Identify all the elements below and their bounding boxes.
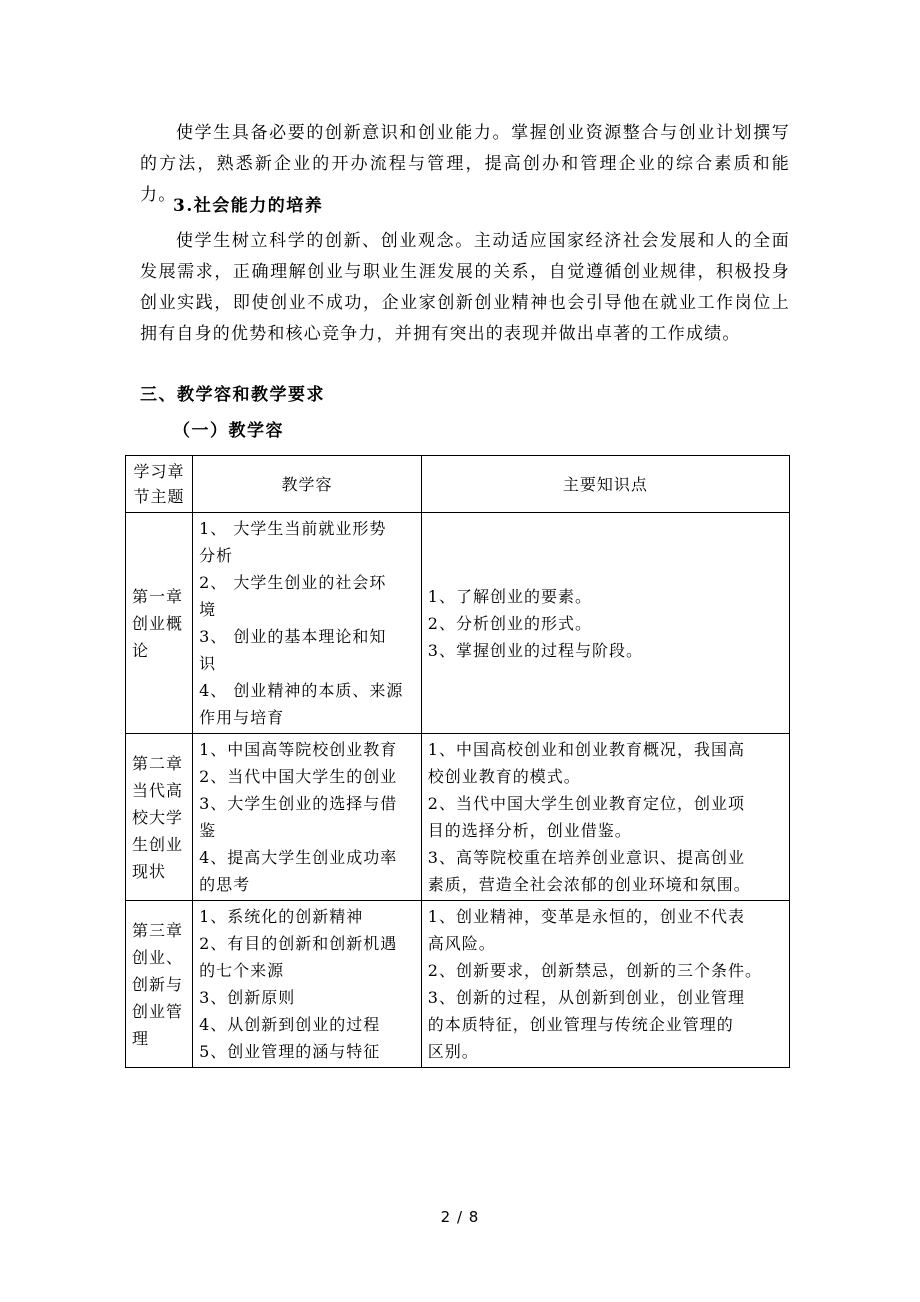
cell-content-line: 的思考 bbox=[199, 875, 251, 894]
table-row bbox=[126, 513, 790, 734]
cell-knowledge-line: 2、创新要求，创新禁忌，创新的三个条件。 bbox=[427, 961, 762, 980]
cell-knowledge-line: 3、掌握创业的过程与阶段。 bbox=[427, 640, 643, 660]
cell-content-line: 5、创业管理的涵与特征 bbox=[199, 1042, 381, 1061]
cell-content-line: 境 bbox=[199, 600, 217, 619]
cell-knowledge-line: 2、分析创业的形式。 bbox=[427, 613, 592, 633]
cell-chapter-line: 第一章 bbox=[132, 586, 184, 606]
page-number: 2 / 8 bbox=[440, 1208, 480, 1226]
header-knowledge: 主要知识点 bbox=[421, 456, 789, 513]
cell-content-line: 3、创新原则 bbox=[199, 988, 296, 1007]
cell-content bbox=[193, 513, 422, 734]
cell-content-line: 3、 创业的基本理论和知 bbox=[199, 627, 387, 646]
cell-knowledge-line: 3、创新的过程，从创新到创业，创业管理 bbox=[427, 988, 745, 1007]
cell-content-line: 作用与培育 bbox=[199, 708, 285, 727]
cell-knowledge-line: 1、了解创业的要素。 bbox=[427, 586, 592, 606]
cell-knowledge-line: 3、高等院校重在培养创业意识、提高创业 bbox=[427, 848, 745, 867]
header-chapter-line: 学习章 bbox=[133, 462, 185, 481]
cell-knowledge-line: 素质，营造全社会浓郁的创业环境和氛围。 bbox=[427, 875, 751, 894]
paragraph-abilities: 使学生具备必要的创新意识和创业能力。掌握创业资源整合与创业计划撰写的方法，熟悉新企业的开办流程与管理，提高创办和管理企业的综合素质和能力。 bbox=[140, 123, 790, 205]
heading-section-three: 三、教学容和教学要求 bbox=[140, 385, 325, 405]
cell-knowledge bbox=[421, 513, 789, 734]
cell-content-line: 3、大学生创业的选择与借 bbox=[199, 794, 398, 813]
cell-chapter-line: 校大学 bbox=[132, 807, 184, 827]
cell-content bbox=[193, 901, 422, 1068]
teaching-content-table bbox=[125, 455, 790, 1068]
table-row bbox=[126, 734, 790, 901]
heading-teaching-content: （一）教学容 bbox=[173, 421, 284, 441]
header-chapter bbox=[126, 456, 193, 513]
cell-content-line: 4、提高大学生创业成功率 bbox=[199, 848, 398, 867]
cell-knowledge-line: 1、创业精神，变革是永恒的，创业不代表 bbox=[427, 907, 745, 926]
cell-knowledge-line: 高风险。 bbox=[427, 934, 496, 953]
cell-chapter-line: 第二章 bbox=[132, 753, 184, 773]
cell-content bbox=[193, 734, 422, 901]
cell-content-line: 4、 创业精神的本质、来源 bbox=[199, 681, 404, 700]
cell-content-line: 1、中国高等院校创业教育 bbox=[199, 740, 398, 759]
cell-chapter bbox=[126, 513, 193, 734]
cell-chapter bbox=[126, 901, 193, 1068]
cell-knowledge-line: 区别。 bbox=[427, 1042, 479, 1061]
cell-knowledge-line: 2、当代中国大学生创业教育定位，创业项 bbox=[427, 794, 745, 813]
cell-content-line: 的七个来源 bbox=[199, 961, 285, 980]
cell-content-line: 4、从创新到创业的过程 bbox=[199, 1015, 381, 1034]
cell-content-line: 1、 大学生当前就业形势 bbox=[199, 519, 387, 538]
cell-content-line: 1、系统化的创新精神 bbox=[199, 907, 364, 926]
header-chapter-line: 节主题 bbox=[133, 487, 185, 506]
cell-chapter-line: 论 bbox=[132, 640, 150, 660]
cell-chapter-line: 理 bbox=[132, 1028, 150, 1048]
cell-content-line: 识 bbox=[199, 654, 217, 673]
cell-knowledge-line: 的本质特征，创业管理与传统企业管理的 bbox=[427, 1015, 734, 1034]
table-header-row bbox=[126, 456, 790, 513]
cell-chapter-line: 创业、 bbox=[132, 947, 184, 967]
header-content: 教学容 bbox=[193, 456, 422, 513]
cell-content-line: 2、有目的创新和创新机遇 bbox=[199, 934, 398, 953]
cell-knowledge-line: 目的选择分析，创业借鉴。 bbox=[427, 821, 632, 840]
cell-content-line: 鉴 bbox=[199, 821, 217, 840]
cell-chapter-line: 当代高 bbox=[132, 780, 184, 800]
heading-social-ability: 3.社会能力的培养 bbox=[173, 196, 324, 216]
table-row bbox=[126, 901, 790, 1068]
table-body bbox=[126, 513, 790, 1068]
cell-knowledge-line: 1、中国高校创业和创业教育概况，我国高 bbox=[427, 740, 745, 759]
cell-content-line: 2、当代中国大学生的创业 bbox=[199, 767, 398, 786]
cell-content-line: 2、 大学生创业的社会环 bbox=[199, 573, 387, 592]
cell-chapter-line: 创业概 bbox=[132, 613, 184, 633]
cell-chapter-line: 创业管 bbox=[132, 1001, 184, 1021]
paragraph-social-ability: 使学生树立科学的创新、创业观念。主动适应国家经济社会发展和人的全面发展需求，正确理解创业与职业生涯发展的关系，自觉遵循创业规律，积极投身创业实践，即使创业不成功，企业家创新创业精神也会引导他在就业工作岗位上拥有自身的优势和核心竞争力，并拥有突出的表现并做出卓著的工作成绩。 bbox=[140, 231, 790, 344]
cell-knowledge bbox=[421, 734, 789, 901]
cell-chapter-line: 生创业 bbox=[132, 834, 184, 854]
cell-content-line: 分析 bbox=[199, 546, 234, 565]
cell-chapter-line: 创新与 bbox=[132, 974, 184, 994]
cell-chapter-line: 现状 bbox=[132, 861, 167, 881]
cell-chapter-line: 第三章 bbox=[132, 920, 184, 940]
cell-knowledge bbox=[421, 901, 789, 1068]
cell-chapter bbox=[126, 734, 193, 901]
cell-knowledge-line: 校创业教育的模式。 bbox=[427, 767, 581, 786]
